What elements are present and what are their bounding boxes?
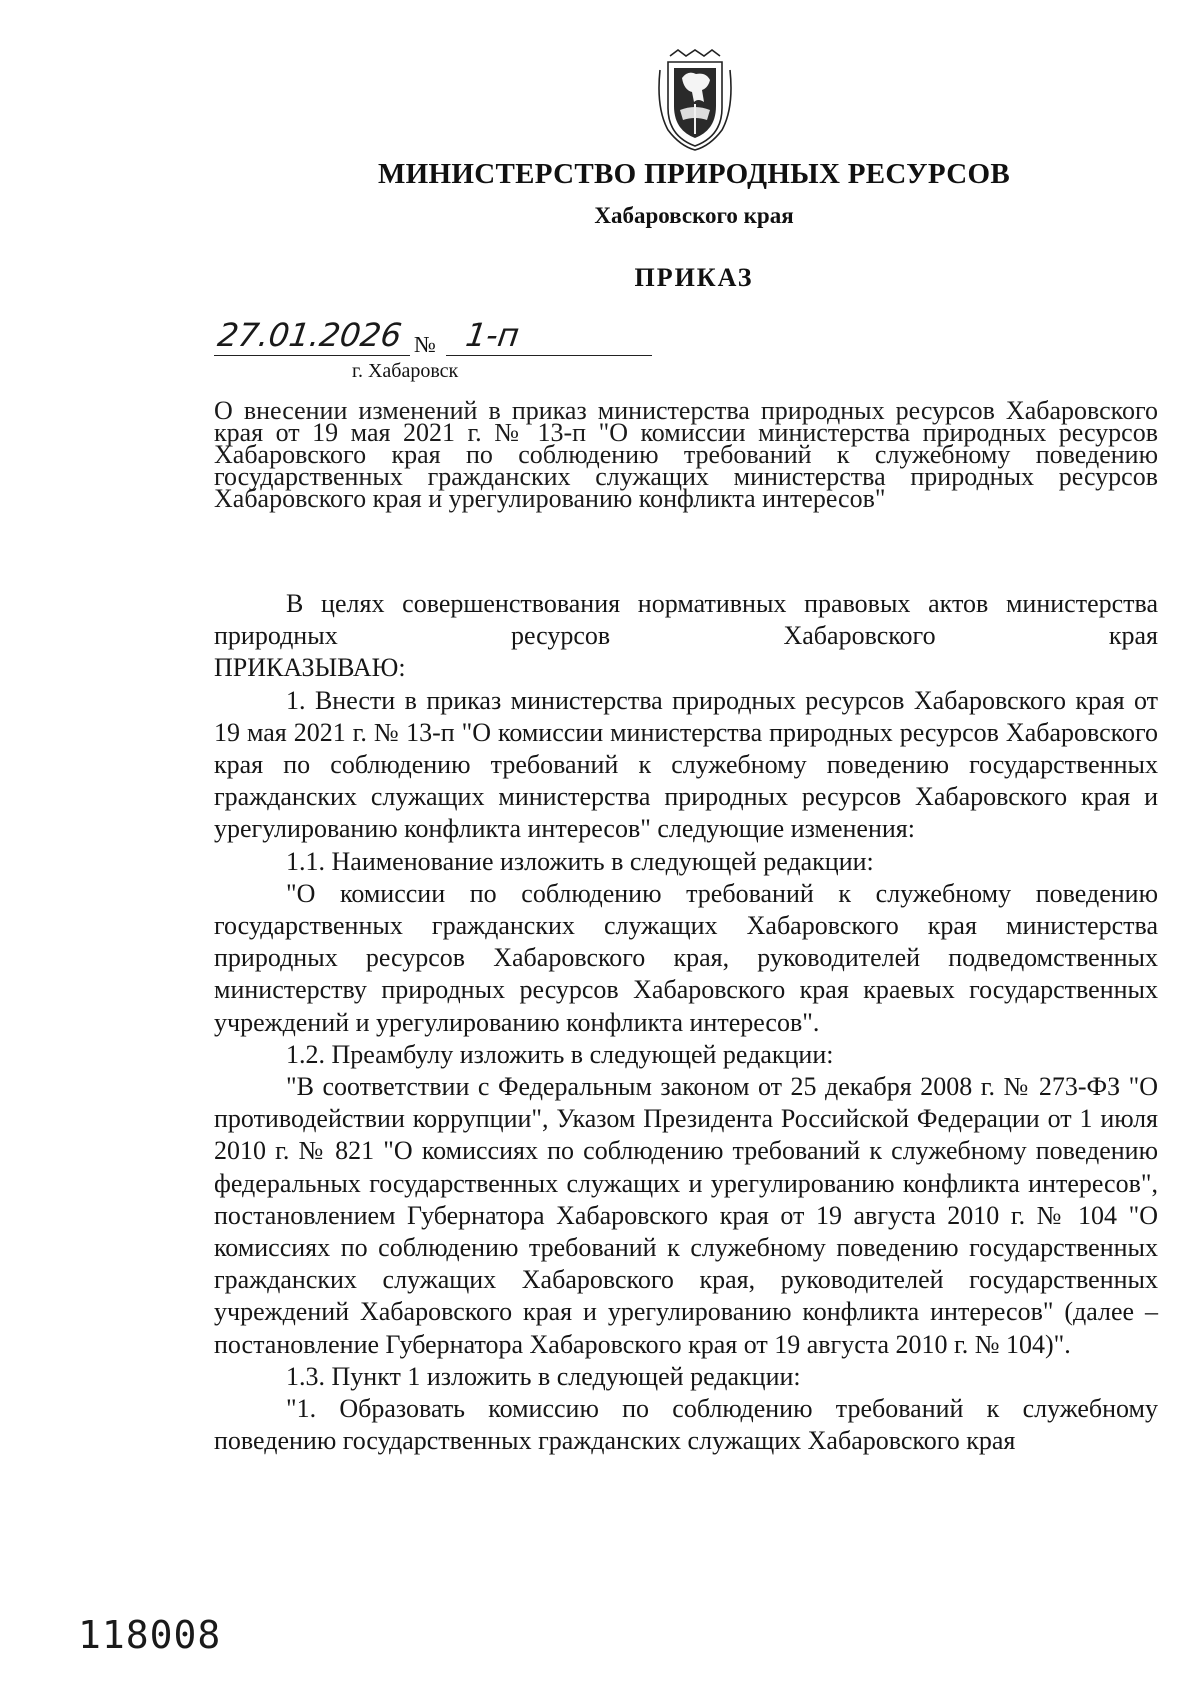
date-underline bbox=[214, 355, 410, 356]
number-sign: № bbox=[414, 332, 436, 357]
document-type-title: ПРИКАЗ bbox=[634, 263, 754, 292]
clause-1-2: 1.2. Преамбулу изложить в следующей редакции: bbox=[286, 1039, 834, 1069]
city-label: г. Хабаровск bbox=[352, 360, 459, 382]
order-number: 1-п bbox=[463, 316, 522, 354]
order-directive: ПРИКАЗЫВАЮ: bbox=[214, 653, 406, 683]
clause-1-3-text: "1. Образовать комиссию по соблюдению требований к служебному поведению государственных гражданских служащих Хабаровского края bbox=[214, 1394, 1158, 1456]
coat-of-arms-emblem bbox=[652, 48, 738, 152]
order-date-number-line bbox=[214, 318, 654, 358]
clause-1: 1. Внести в приказ министерства природных ресурсов Хабаровского края от 19 мая 2021 г. № 13-п "О комиссии министерства природных ресурсов Хабаровского края по соблюдению требований к служебному поведению государственных гражданских служащих министерства природных ресурсов Хабаровского края и урегулированию конфликта интересов" следующие изменения: bbox=[214, 685, 1158, 844]
clause-1-3: 1.3. Пункт 1 изложить в следующей редакции: bbox=[286, 1361, 801, 1391]
region-name: Хабаровского края bbox=[594, 203, 794, 228]
clause-1-1: 1.1. Наименование изложить в следующей редакции: bbox=[286, 846, 874, 876]
order-subject: О внесении изменений в приказ министерства природных ресурсов Хабаровского края от 19 мая 2021 г. № 13-п "О комиссии министерства природных ресурсов Хабаровского края по соблюдению требований к служебному поведению государственных гражданских служащих министерства природных ресурсов Хабаровского края и урегулированию конфликта интересов" bbox=[214, 396, 1158, 513]
clause-1-2-text: "В соответствии с Федеральным законом от 25 декабря 2008 г. № 273-ФЗ "О противодействии коррупции", Указом Президента Российской Федерации от 1 июля 2010 г. № 821 "О комиссиях по соблюдению требований к служебному поведению федеральных государственных служащих и урегулированию конфликта интересов", постановлением Губернатора Хабаровского края от 19 августа 2010 г. № 104 "О комиссиях по соблюдению требований к служебному поведению государственных гражданских служащих Хабаровского края, руководителей государственных учреждений Хабаровского края и урегулированию конфликта интересов" (далее – постановление Губернатора Хабаровского края от 19 августа 2010 г. № 104)". bbox=[214, 1072, 1158, 1359]
number-underline bbox=[446, 355, 652, 356]
ministry-name: МИНИСТЕРСТВО ПРИРОДНЫХ РЕСУРСОВ bbox=[378, 158, 1010, 190]
document-registration-code: 118008 bbox=[78, 1613, 222, 1657]
clause-1-1-text: "О комиссии по соблюдению требований к служебному поведению государственных гражданских служащих Хабаровского края министерства природных ресурсов Хабаровского края, руководителей подведомственных министерству природных ресурсов Хабаровского края краевых государственных учреждений и урегулированию конфликта интересов". bbox=[214, 878, 1158, 1037]
preamble-paragraph: В целях совершенствования нормативных правовых актов министерства природных ресурсов Хабаровского края bbox=[214, 589, 1158, 651]
order-body bbox=[214, 588, 1158, 1457]
order-date: 27.01.2026 bbox=[215, 316, 404, 354]
